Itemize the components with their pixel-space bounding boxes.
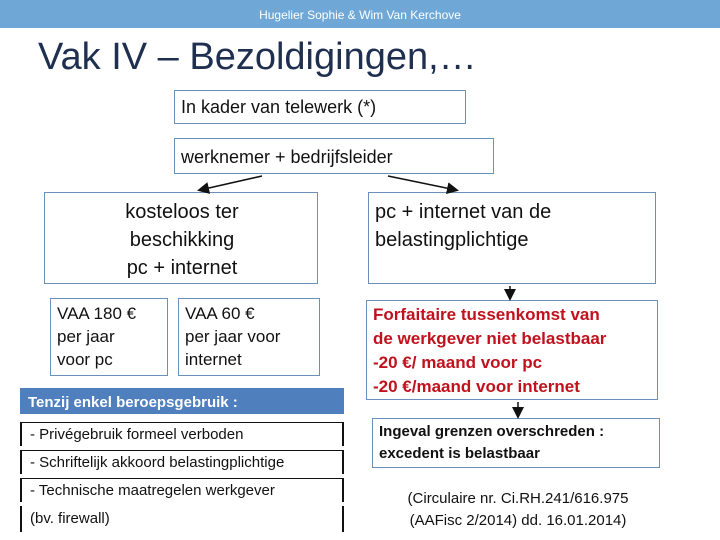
exception-row-4: (bv. firewall) — [20, 506, 344, 532]
exception-row-2: - Schriftelijk akkoord belastingplichtige — [20, 450, 344, 474]
left-option-line-1: kosteloos ter — [125, 201, 239, 223]
exception-heading: Tenzij enkel beroepsgebruik : — [20, 388, 344, 414]
vaa-pc-line-3: voor pc — [57, 350, 113, 369]
reference-line-2: (AAFisc 2/2014) dd. 16.01.2014) — [409, 512, 627, 529]
forfait-line-2: de werkgever niet belastbaar — [373, 329, 607, 348]
header-authors: Hugelier Sophie & Wim Van Kerchove — [259, 8, 461, 22]
limits-line-1: Ingeval grenzen overschreden : — [379, 423, 605, 440]
forfait-box — [366, 300, 658, 400]
limits-line-2: excedent is belastbaar — [379, 445, 540, 462]
slide-title: Vak IV – Bezoldigingen,… — [38, 36, 477, 78]
right-option-line-2: belastingplichtige — [375, 229, 529, 251]
reference-line-1: (Circulaire nr. Ci.RH.241/616.975 — [407, 490, 629, 507]
right-option-box — [368, 192, 656, 284]
exception-row-3: - Technische maatregelen werkgever — [20, 478, 344, 502]
vaa-pc-line-2: per jaar — [57, 327, 115, 346]
vaa-internet-box — [178, 298, 320, 376]
vaa-internet-line-1: VAA 60 € — [185, 304, 255, 323]
right-option-line-1: pc + internet van de — [375, 201, 552, 223]
left-option-line-2: beschikking — [129, 229, 235, 251]
vaa-pc-line-1: VAA 180 € — [57, 304, 137, 323]
forfait-line-1: Forfaitaire tussenkomst van — [373, 305, 600, 324]
parties-text: werknemer + bedrijfsleider — [181, 147, 393, 167]
vaa-pc-box — [50, 298, 168, 376]
forfait-line-3: -20 €/ maand voor pc — [373, 353, 543, 372]
left-option-box — [44, 192, 318, 284]
arrow-to-right-option — [388, 176, 456, 190]
context-text: In kader van telewerk (*) — [181, 97, 377, 117]
parties-box — [174, 138, 494, 174]
context-box — [174, 90, 466, 124]
limits-box — [372, 418, 660, 468]
header-bar — [0, 0, 720, 28]
forfait-line-4: -20 €/maand voor internet — [373, 377, 580, 396]
vaa-internet-line-2: per jaar voor — [185, 327, 281, 346]
exception-row-1: - Privégebruik formeel verboden — [20, 422, 344, 446]
vaa-internet-line-3: internet — [185, 350, 242, 369]
left-option-line-3: pc + internet — [126, 257, 238, 279]
arrow-to-left-option — [200, 176, 262, 190]
